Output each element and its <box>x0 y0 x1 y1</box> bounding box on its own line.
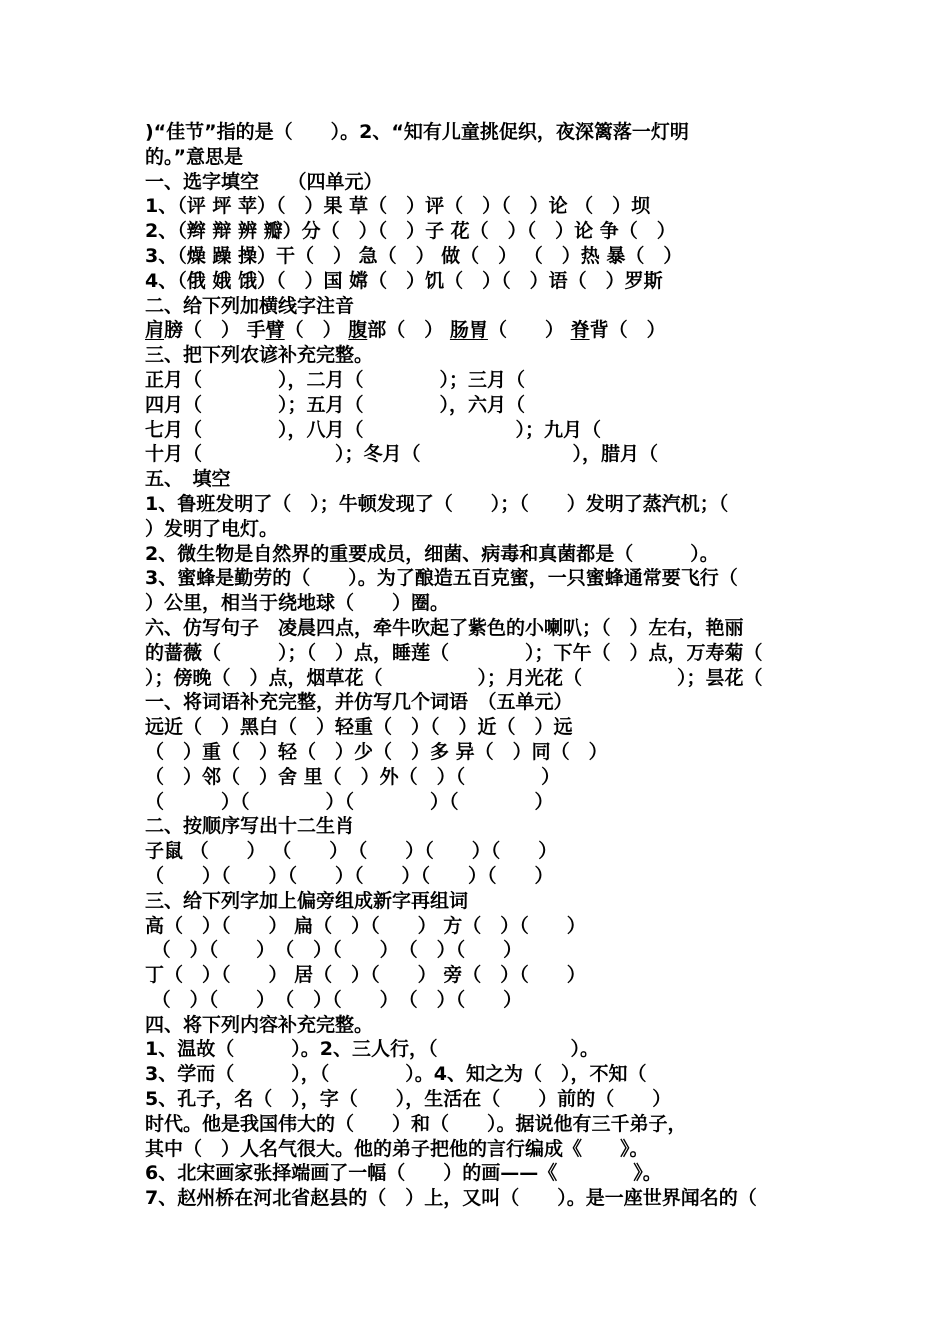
text-line: 正月（ ），二月（ ）；三月（ <box>145 368 526 391</box>
underlined-character: 脊 <box>570 319 590 342</box>
text-line: 1、（评 坪 苹）（ ）果 草（ ）评（ ）（ ）论 （ ）坝 <box>145 195 651 218</box>
text-line: （ ）（ ） （ ）（ ） （ ）（ ） <box>145 988 523 1011</box>
text-line: 3、（燥 躁 操）干（ ） 急（ ） 做（ ） （ ）热 暴（ ） <box>145 244 683 267</box>
text-line: 5、孔子，名（ ），字（ ），生活在（ ）前的（ ） <box>145 1088 672 1111</box>
text-line: ）；傍晚（ ）点，烟草花（ ）；月光花（ ）；昙花（ <box>145 666 763 689</box>
text-line: 十月（ ）；冬月（ ），腊月（ <box>145 443 659 466</box>
text-line: 二、给下列加横线字注音 <box>145 294 355 317</box>
text-line: 的。”意思是 <box>145 145 243 168</box>
text-line: 丁（ ）（ ） 居（ ）（ ） 旁（ ）（ ） <box>145 964 586 987</box>
text-line: 3、蜜蜂是勤劳的（ ）。为了酿造五百克蜜，一只蜜蜂通常要飞行（ <box>145 567 738 590</box>
text-line: 1、温故（ ）。2、三人行，（ ）。 <box>145 1038 599 1061</box>
worksheet <box>145 120 815 1211</box>
underlined-character: 肠胃 <box>449 319 488 342</box>
text-line: 的蔷薇（ ）；（ ）点，睡莲（ ）；下午（ ）点，万寿菊（ <box>145 641 763 664</box>
text-line: 3、学而（ ），（ ）。4、知之为（ ），不知（ <box>145 1063 647 1086</box>
text-line: 二、按顺序写出十二生肖 <box>145 815 355 838</box>
text-segment: 膀（ ） 手 <box>164 319 266 342</box>
text-line: ）公里，相当于绕地球（ ）圈。 <box>145 592 450 615</box>
text-line: 2、（辫 辩 辨 瓣）分（ ）（ ）子 花（ ）（ ）论 争（ ） <box>145 220 676 243</box>
text-line: 时代。他是我国伟大的（ ）和（ ）。据说他有三千弟子， <box>145 1112 687 1135</box>
text-line: 一、将词语补充完整，并仿写几个词语 （五单元） <box>145 691 573 714</box>
underlined-character: 肩 <box>145 319 165 342</box>
text-line <box>145 318 815 343</box>
text-line: （ ）（ ） （ ）（ ） （ ）（ ） <box>145 939 523 962</box>
text-line: 4、（俄 娥 饿）（ ）国 嫦（ ）饥（ ）（ ）语（ ）罗斯 <box>145 269 663 292</box>
text-line: )“佳节”指的是（ ）。2、“知有儿童挑促织，夜深篱落一灯明 <box>145 121 689 143</box>
text-segment: （ ） <box>284 319 349 342</box>
text-line: 2、微生物是自然界的重要成员，细菌、病毒和真菌都是（ ）。 <box>145 542 719 565</box>
text-segment: 部（ ） <box>367 319 450 342</box>
text-line: 七月（ ），八月（ ）；九月（ <box>145 418 602 441</box>
underlined-character: 腹 <box>348 319 368 342</box>
text-line: 子鼠 （ ） （ ） （ ）（ ）（ ） <box>145 840 558 863</box>
text-line: 6、北宋画家张择端画了一幅（ ）的画——《 》。 <box>145 1162 662 1185</box>
underlined-character: 臂 <box>265 319 285 342</box>
text-line: ）发明了电灯。 <box>145 517 279 540</box>
text-segment: 背（ ） <box>589 319 666 342</box>
text-line: （ ）邻（ ）舍 里（ ）外（ ）（ ） <box>145 765 561 788</box>
text-line: 三、把下列农谚补充完整。 <box>145 344 374 367</box>
text-line: 7、赵州桥在河北省赵县的（ ）上，又叫（ ）。是一座世界闻名的（ <box>145 1187 757 1210</box>
text-line: 1、鲁班发明了（ ）；牛顿发现了（ ）；（ ）发明了蒸汽机；（ <box>145 492 729 515</box>
text-segment: （ ） <box>487 319 571 342</box>
text-line: （ ）（ ）（ ）（ ）（ ）（ ） <box>145 864 554 887</box>
text-line: 一、选字填空 （四单元） <box>145 170 383 193</box>
text-line: 远近（ ）黑白（ ）轻重（ ）（ ）近（ ）远 <box>145 716 573 739</box>
text-line: 四月（ ）；五月（ ），六月（ <box>145 393 526 416</box>
text-line: （ ）（ ）（ ）（ ） <box>145 790 554 813</box>
text-line: 六、仿写句子 凌晨四点，牵牛吹起了紫色的小喇叭；（ ）左右，艳丽 <box>145 616 744 639</box>
text-line: 三、给下列字加上偏旁组成新字再组词 <box>145 889 469 912</box>
text-line: 其中（ ）人名气很大。他的弟子把他的言行编成《 》。 <box>145 1137 649 1160</box>
text-line: 高（ ）（ ） 扁（ ）（ ） 方（ ）（ ） <box>145 914 586 937</box>
text-line: 五、 填空 <box>145 468 231 491</box>
text-line: 四、将下列内容补充完整。 <box>145 1013 374 1036</box>
text-line: （ ）重（ ）轻（ ）少（ ）多 异（ ）同（ ） <box>145 740 608 763</box>
